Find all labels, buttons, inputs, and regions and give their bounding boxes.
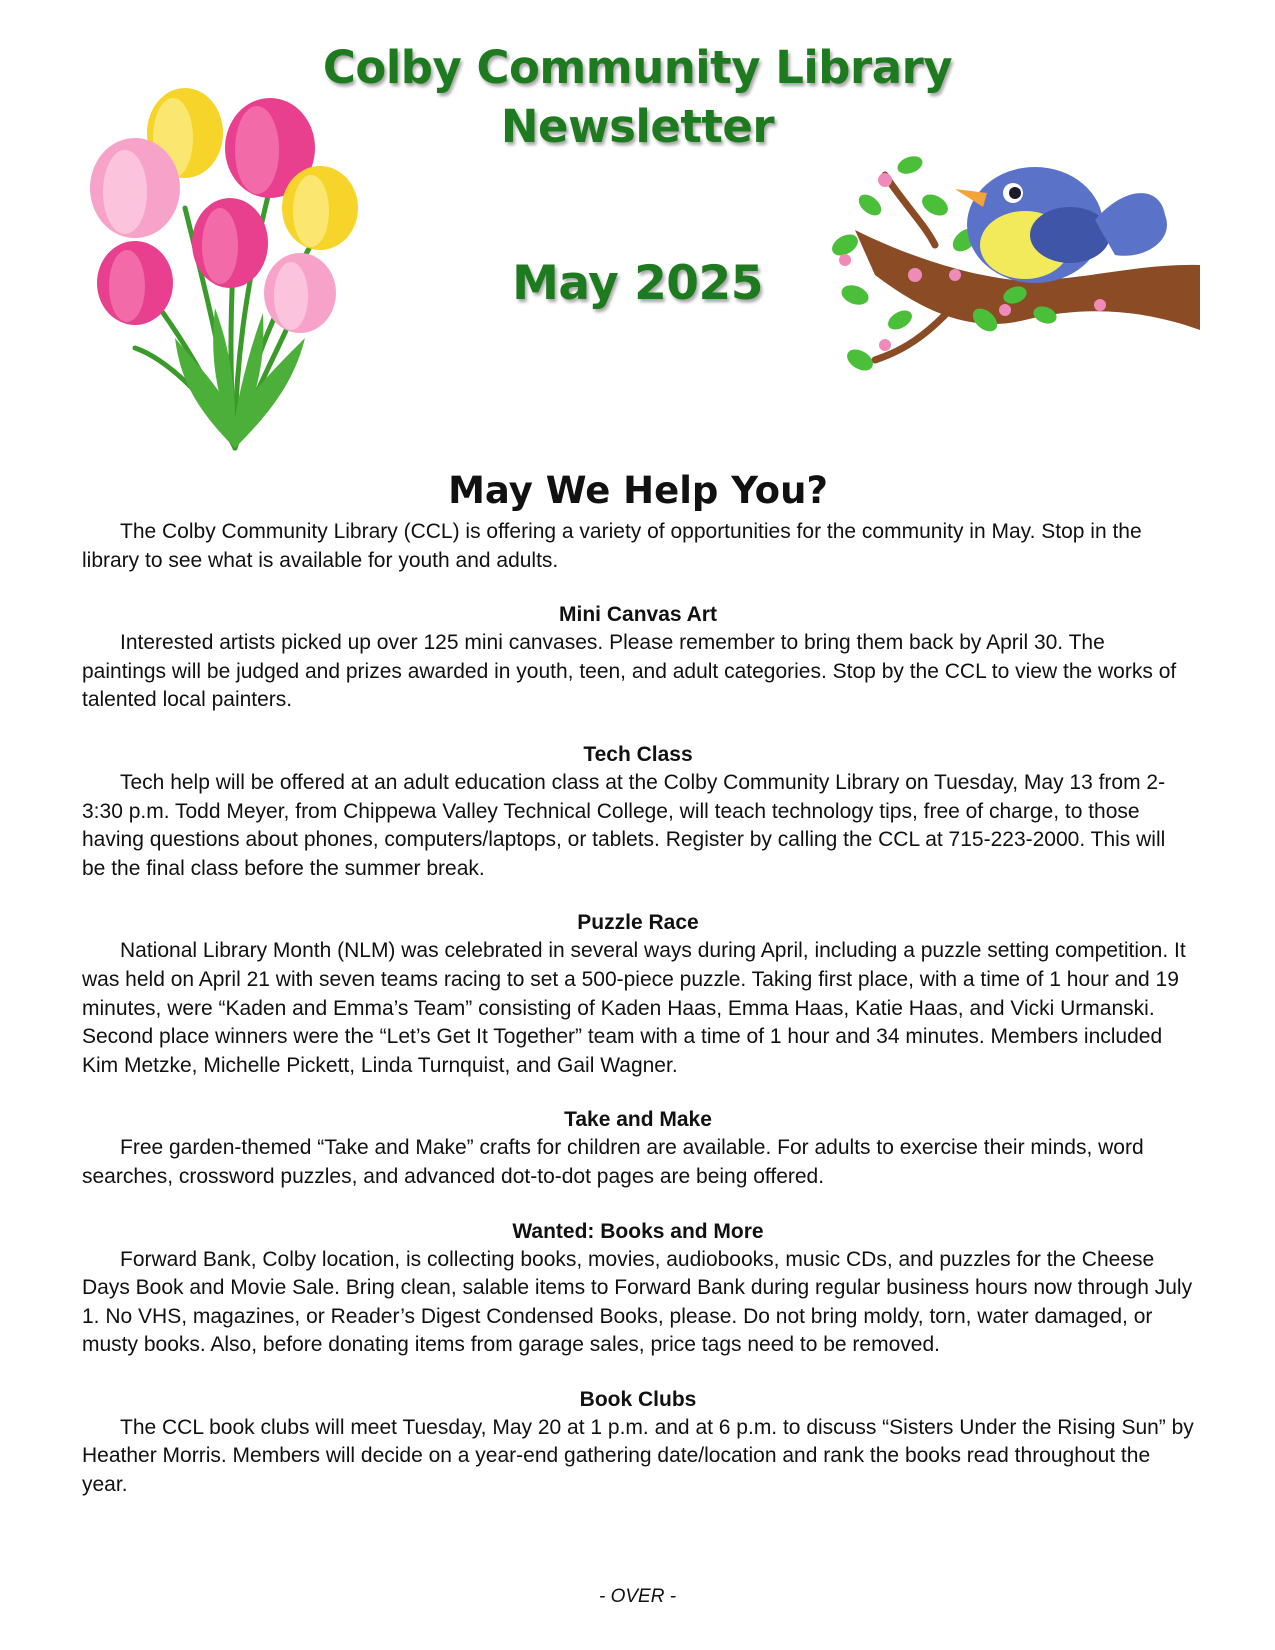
section-body: The CCL book clubs will meet Tuesday, May 20 at 1 p.m. and at 6 p.m. to discuss “Sisters Under the Rising Sun” by Heather Morris. Members will decide on a year-end gathering date/location and rank the books read throughout the year.	[82, 1415, 1194, 1497]
newsletter-date: May 2025	[512, 256, 763, 311]
section-title: Puzzle Race	[577, 911, 699, 935]
page-footer-over: - OVER -	[598, 1586, 677, 1607]
section-title: Wanted: Books and More	[512, 1219, 764, 1243]
section-body: Free garden-themed “Take and Make” crafts for children are available. For adults to exercise their minds, word searches, crossword puzzles, and advanced dot-to-dot pages are being offered.	[82, 1136, 1144, 1188]
bluebird-on-branch-illustration	[815, 145, 1200, 385]
main-heading: May We Help You?	[448, 469, 828, 512]
section-body: Tech help will be offered at an adult education class at the Colby Community Library on Tuesday, May 13 from 2-3:30 p.m. Todd Meyer, from Chippewa Valley Technical College, will teach technology tips, free of charge, to those having questions about phones, computers/laptops, or tablets. Register by calling the CCL at 715-223-2000. This will be the final class before the summer break.	[82, 770, 1166, 880]
newsletter-title-line1: Colby Community Library	[322, 41, 953, 94]
newsletter-body	[82, 467, 1194, 1526]
intro-section	[82, 518, 1194, 575]
section-body: National Library Month (NLM) was celebrated in several ways during April, including a puzzle setting competition. It was held on April 21 with seven teams racing to set a 500-piece puzzle. Taking first place, with a time of 1 hour and 19 minutes, were “Kaden and Emma’s Team” consisting of Kaden Haas, Emma Haas, Katie Haas, and Vicki Urmanski. Second place winners were the “Let’s Get It Together” team with a time of 1 hour and 34 minutes. Members included Kim Metzke, Michelle Pickett, Linda Turnquist, and Gail Wagner.	[82, 939, 1186, 1077]
section-mini-canvas-art	[82, 601, 1194, 715]
section-title: Take and Make	[564, 1108, 712, 1132]
section-book-clubs	[82, 1386, 1194, 1500]
section-body: Forward Bank, Colby location, is collecting books, movies, audiobooks, music CDs, and puzzles for the Cheese Days Book and Movie Sale. Bring clean, salable items to Forward Bank during regular business hours now through July 1. No VHS, magazines, or Reader’s Digest Condensed Books, please. Do not bring moldy, torn, water damaged, or musty books. Also, before donating items from garage sales, price tags need to be removed.	[82, 1247, 1193, 1357]
section-title: Book Clubs	[579, 1387, 697, 1411]
tulip-bouquet-illustration	[85, 88, 385, 453]
section-take-and-make	[82, 1106, 1194, 1191]
section-wanted-books	[82, 1218, 1194, 1360]
newsletter-title-line2: Newsletter	[500, 100, 775, 153]
section-tech-class	[82, 741, 1194, 883]
section-body: Interested artists picked up over 125 mini canvases. Please remember to bring them back by April 30. The paintings will be judged and prizes awarded in youth, teen, and adult categories. Stop by the CCL to view the works of talented local painters.	[82, 631, 1177, 712]
section-title: Mini Canvas Art	[559, 603, 717, 627]
intro-paragraph: The Colby Community Library (CCL) is offering a variety of opportunities for the community in May. Stop in the library to see what is available for youth and adults.	[82, 520, 1142, 572]
section-title: Tech Class	[583, 742, 693, 766]
section-puzzle-race	[82, 909, 1194, 1080]
